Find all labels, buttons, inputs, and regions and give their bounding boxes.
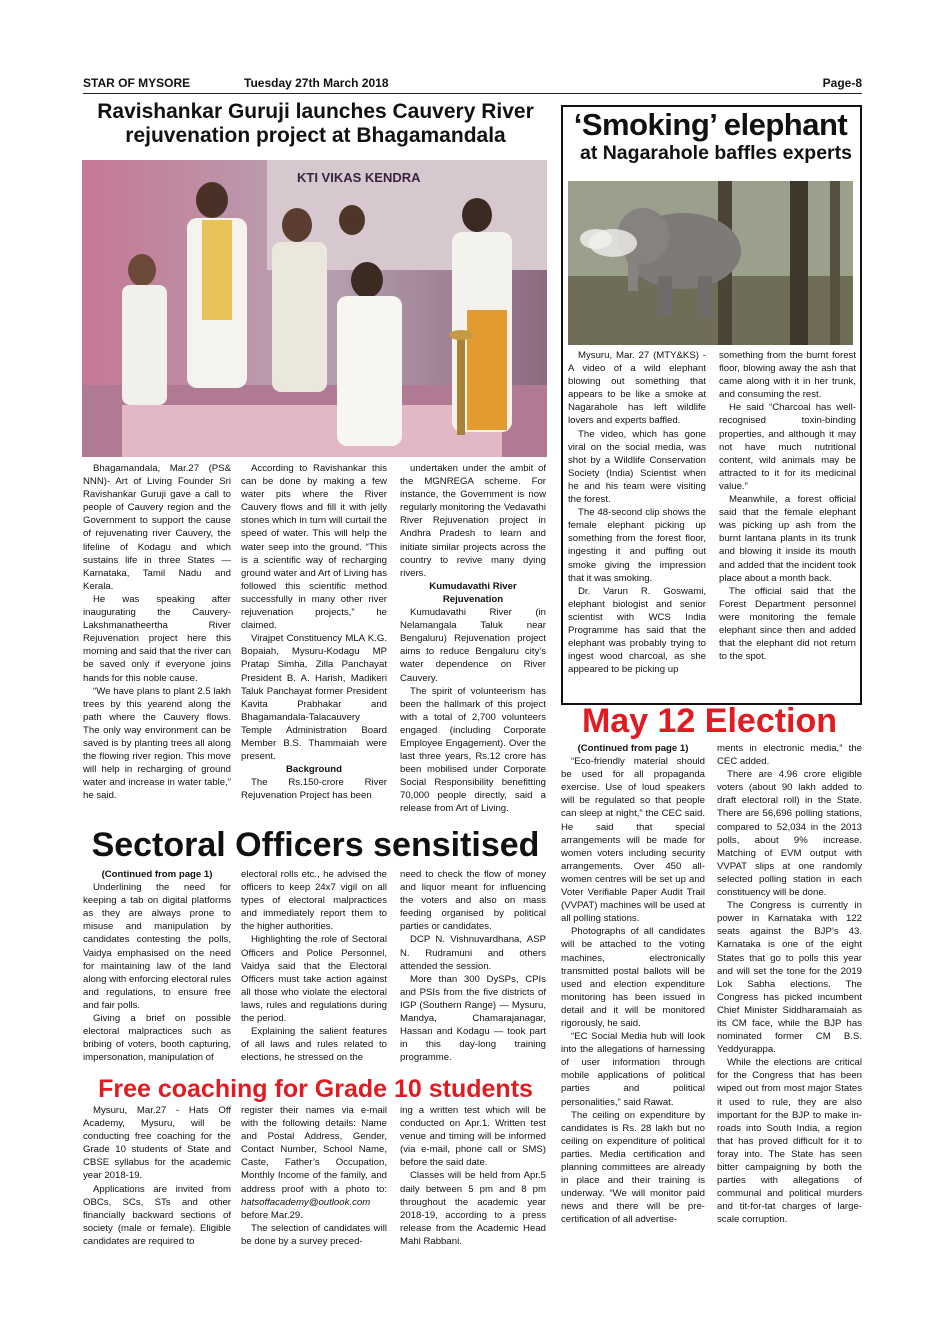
election-col1	[561, 742, 705, 1226]
coaching-headline: Free coaching for Grade 10 students	[98, 1075, 533, 1103]
sectoral-continued: (Continued from page 1)	[101, 869, 213, 880]
paper-name: STAR OF MYSORE	[83, 76, 191, 90]
coaching-headline-wrap	[83, 1075, 548, 1103]
elephant-col2	[719, 349, 856, 663]
coaching-p5: ing a written test which will be conducted on Apr.1. Written test venue and timing will be informed (via e-mail, phone call or SMS) before the said date.	[400, 1105, 546, 1169]
elephant-col1	[568, 349, 706, 676]
coaching-p6: Classes will be held from Apr.5 daily between 5 pm and 8 pm throughout the academic year 2018-19, according to a press release from the Academic Head Mahi Rabbani.	[400, 1170, 546, 1247]
sectoral-col2	[241, 868, 387, 1064]
election-p5: ments in electronic media,” the CEC added.	[717, 743, 862, 768]
issue-date: Tuesday 27th March 2018	[244, 76, 389, 90]
elephant-p6: He said “Charcoal has well-recognised toxin-binding properties, and although it may not have much nutritional content, wild animals may be attracted to it for its medicinal value.”	[719, 402, 856, 492]
election-col2	[717, 742, 862, 1226]
sectoral-p2: Giving a brief on possible electoral malpractices such as bribing of voters, booth capturing, impersonation, manipulation of	[83, 1013, 231, 1064]
elephant-headline-line2: at Nagarahole baffles experts	[579, 141, 852, 164]
cauvery-subhead-kumudavathi: Kumudavathi River	[429, 580, 517, 592]
coaching-col3	[400, 1104, 546, 1248]
masthead	[83, 76, 862, 94]
coaching-col1	[83, 1104, 231, 1248]
sectoral-headline: Sectoral Officers sensitised	[91, 826, 540, 864]
cauvery-col2	[241, 462, 387, 802]
lamp-lighting-photo	[82, 160, 547, 457]
sectoral-col1	[83, 868, 231, 1064]
election-p2: Photographs of all candidates will be attached to the voting machines, electronically transmitted postal ballots will be used and election expenditure monitoring has been issued in detail and it will be monitored rigorously, he said.	[561, 926, 705, 1029]
sectoral-p3: electoral rolls etc., he advised the officers to keep 24x7 vigil on all types of electoral malpractices and immediately report them to the higher authorities.	[241, 869, 387, 933]
coaching-p2: Applications are invited from OBCs, SCs, STs and other financially backward sections of society (male or female). Eligible candidates are required to	[83, 1183, 231, 1247]
election-p1: “Eco-friendly material should be used for all propaganda exercise. Use of loud speakers will be regulated so that people can sleep at night,” the CEC said. He said that special arrangements will be made for women voters including security arrangements. Over 450 all-women centres will be set up and Voter Verifiable Paper Audit Trail (VVPAT) machines will be used at all polling stations.	[561, 756, 705, 925]
sectoral-p4: Highlighting the role of Sectoral Officers and Police Personnel, Vaidya said that the Electoral Officers must take action against all those who violate the electoral laws, rules and regulations during the period.	[241, 934, 387, 1025]
election-p6: There are 4.96 crore eligible voters (about 90 lakh added to draft electoral roll) in the State. There are 56,696 polling stations, compared to 52,034 in the 2013 polls, about 9% increase. Matching of EVM output with VVPAT slips at one randomly selected polling station in each constituency will be done.	[717, 769, 862, 899]
cauvery-p9: The spirit of volunteerism has been the hallmark of this project with a total of 2,700 volunteers engaged (including Corporate Employee Engagement). Over the last three years, Rs.12 crore has been mobilised under Corporate Social Responsibility benefitting 70,000 people directly, said a release from Art of Living.	[400, 685, 546, 815]
elephant-p2: The video, which has gone viral on the social media, was shot by a Wildlife Conservation Society (India) Scientist when he and his team were visiting the forest.	[568, 428, 706, 506]
sectoral-p8: More than 300 DySPs, CPIs and PSIs from the five districts of IGP (Southern Range) — Mysuru, Mandya, Chamarajanagar, Hassan and Kodagu — took part in this day-long training programme.	[400, 973, 546, 1064]
cauvery-subhead-rejuvenation: Rejuvenation	[442, 593, 504, 605]
elephant-p4: Dr. Varun R. Goswami, elephant biologist and senior scientist with WCS India Programme has said that the elephant was probably trying to ingest wood charcoal, as she appeared to be picking up	[568, 585, 706, 676]
election-p3: “EC Social Media hub will look into the allegations of harnessing of user information through mobile applications of political parties and political personalities,” said Rawat.	[561, 1031, 705, 1108]
sectoral-p5: Explaining the salient features of all laws and rules related to elections, he stressed on the	[241, 1026, 387, 1064]
cauvery-p2: He was speaking after inaugurating the Cauvery-Lakshmanatheertha River Rejuvenation project here this morning and said that the river can be saved only if everyone joins hands for this noble cause.	[83, 593, 231, 684]
election-continued: (Continued from page 1)	[577, 743, 689, 754]
elephant-photo-graphic	[568, 181, 853, 345]
elephant-p7: Meanwhile, a forest official said that the female elephant was picking up ash from the burnt lantana plants in its trunk and blowing it inside its mouth and added that the incident took place about a month back.	[719, 494, 856, 584]
cauvery-col3	[400, 462, 546, 816]
coaching-col2	[241, 1104, 387, 1248]
election-p7: The Congress is currently in power in Karnataka with 122 seats against the BJP’s 43. Karnataka is one of the eight States that go to polls this year and will set the tone for the 2019 Lok Sabha elections. The Congress has picked incumbent Chief Minister Siddharamaiah as its CM face, while the BJP has nominated former CM B.S. Yeddyurappa.	[717, 900, 862, 1056]
cauvery-p6: The Rs.150-crore River Rejuvenation Project has been	[241, 777, 387, 802]
cauvery-headline-line1: Ravishankar Guruji launches Cauvery River	[97, 100, 534, 123]
election-p4: The ceiling on expenditure by candidates is Rs. 28 lakh but no ceiling on expenditure of political parties. Media certification and planning committees are already in place and their training is underway. “We will monitor paid news and there will be pre-certification of all advertise-	[561, 1109, 705, 1226]
cauvery-p8: Kumudavathi River (in Nelamangala Taluk near Bengaluru) Rejuvenation project aims to reduce Bengaluru city’s water dependence on River Cauvery.	[400, 607, 546, 684]
cauvery-p5: Virajpet Constituency MLA K.G. Bopaiah, Mysuru-Kodagu MP Pratap Simha, Zilla Panchayat President B. A. Harish, Madikeri Taluk Panchayat former President Kavita Prabhakar and Bhagamandala-Talacauvery Temple Administration Board Member B.S. Thammaiah were present.	[241, 633, 387, 763]
coaching-p1: Mysuru, Mar.27 - Hats Off Academy, Mysuru, will be conducting free coaching for the Grade 10 students of State and CBSE syllabus for the academic year 2018-19.	[83, 1105, 231, 1182]
cauvery-col1	[83, 462, 231, 802]
elephant-p1: Mysuru, Mar. 27 (MTY&KS) - A video of a wild elephant blowing out something that appears to be like a smoke at Nagarahole has left wildlife lovers and experts baffled.	[568, 350, 706, 427]
election-headline: May 12 Election	[581, 702, 838, 740]
sectoral-p1: Underlining the need for keeping a tab on digital platforms as they are always prone to misuse and manipulation by candidates contesting the polls, Vaidya emphasised on the need for maintaining law of the land along with enforcing electoral rules and regulations, to ensure free and fair polls.	[83, 882, 231, 1011]
elephant-headline	[565, 108, 856, 165]
cauvery-headline	[83, 100, 548, 147]
elephant-p5: something from the burnt forest floor, blowing away the ash that came along with it in her trunk, and consuming the rest.	[719, 350, 856, 401]
coaching-p3: register their names via e-mail with the following details: Name and Postal Address, Gender, Contact Number, School Name, Caste, Father’s Occupation, Monthly Income of the family, and address proof with a photo to:	[241, 1105, 387, 1195]
elephant-photo	[568, 181, 853, 345]
coaching-email-link[interactable]: hatsoffacademy@outlook.com	[241, 1196, 371, 1208]
sectoral-headline-wrap	[83, 826, 548, 864]
cauvery-p4: According to Ravishankar this can be done by making a few water pits where the River Cauvery flows and fill it with jelly stones which in turn will curtail the speed of water. This will help the water seep into the ground. “This is a scientific way of recharging ground water and Art of Living has followed this scientific method successfully in many other river rejuvenation projects,” he claimed.	[241, 463, 387, 632]
sectoral-p7: DCP N. Vishnuvardhana, ASP N. Rudramuni and others attended the session.	[400, 934, 546, 972]
cauvery-photo	[82, 160, 547, 457]
cauvery-p3: “We have plans to plant 2.5 lakh trees by this yearend along the path where the Cauvery flows. The only way environment can be saved is by planting trees all along the flowing river region. This move will help in recharging of ground water and increase in water table,” he said.	[83, 685, 231, 802]
sectoral-p6: need to check the flow of money and liquor meant for influencing the voters and also on mass feeding organised by political parties or candidates.	[400, 869, 546, 933]
sectoral-col3	[400, 868, 546, 1064]
coaching-p4: The selection of candidates will be done by a survey preced-	[241, 1222, 387, 1247]
election-p8: While the elections are critical for the Congress that has been wiped out from most major States it used to rule, they are also important for the BJP to make in-roads into South India, a region that has proved difficult for it to foray into. The State has seen bitter campaigning by both the parties with allegations of communal and political murders and tit-for-tat charges of large-scale corruption.	[717, 1057, 862, 1226]
cauvery-headline-line2: rejuvenation project at Bhagamandala	[125, 123, 506, 147]
elephant-p3: The 48-second clip shows the female elephant picking up something from the forest floor, ingesting it and puffing out smoke giving the impression that it was smoking.	[568, 507, 706, 584]
coaching-p3-tail: before Mar.29.	[241, 1209, 303, 1221]
page-number: Page-8	[822, 76, 862, 90]
cauvery-p1: Bhagamandala, Mar.27 (PS& NNN)- Art of Living Founder Sri Ravishankar Guruji gave a call to people of Cauvery region and the Government to support the cause of rejuvenating river Cauvery, the lifeline of Kodagu and which sustains life in three States — Karnataka, Tamil Nadu and Kerala.	[83, 463, 231, 592]
elephant-headline-line1: ‘Smoking’ elephant	[573, 107, 848, 142]
cauvery-subhead-background: Background	[286, 764, 342, 776]
photo-banner-text: KTI VIKAS KENDRA	[297, 170, 421, 185]
elephant-p8: The official said that the Forest Department personnel were monitoring the female elephant since then and added that the elephant did not return to the spot.	[719, 585, 856, 663]
election-headline-wrap	[561, 702, 858, 740]
masthead-rule	[83, 93, 862, 94]
cauvery-p7: undertaken under the ambit of the MGNREGA scheme. For instance, the Government is now regularly monitoring the Vedavathi River Rejuvenation project in Andhra Pradesh to learn and initiate similar projects across the country to revive many dying rivers.	[400, 463, 546, 579]
